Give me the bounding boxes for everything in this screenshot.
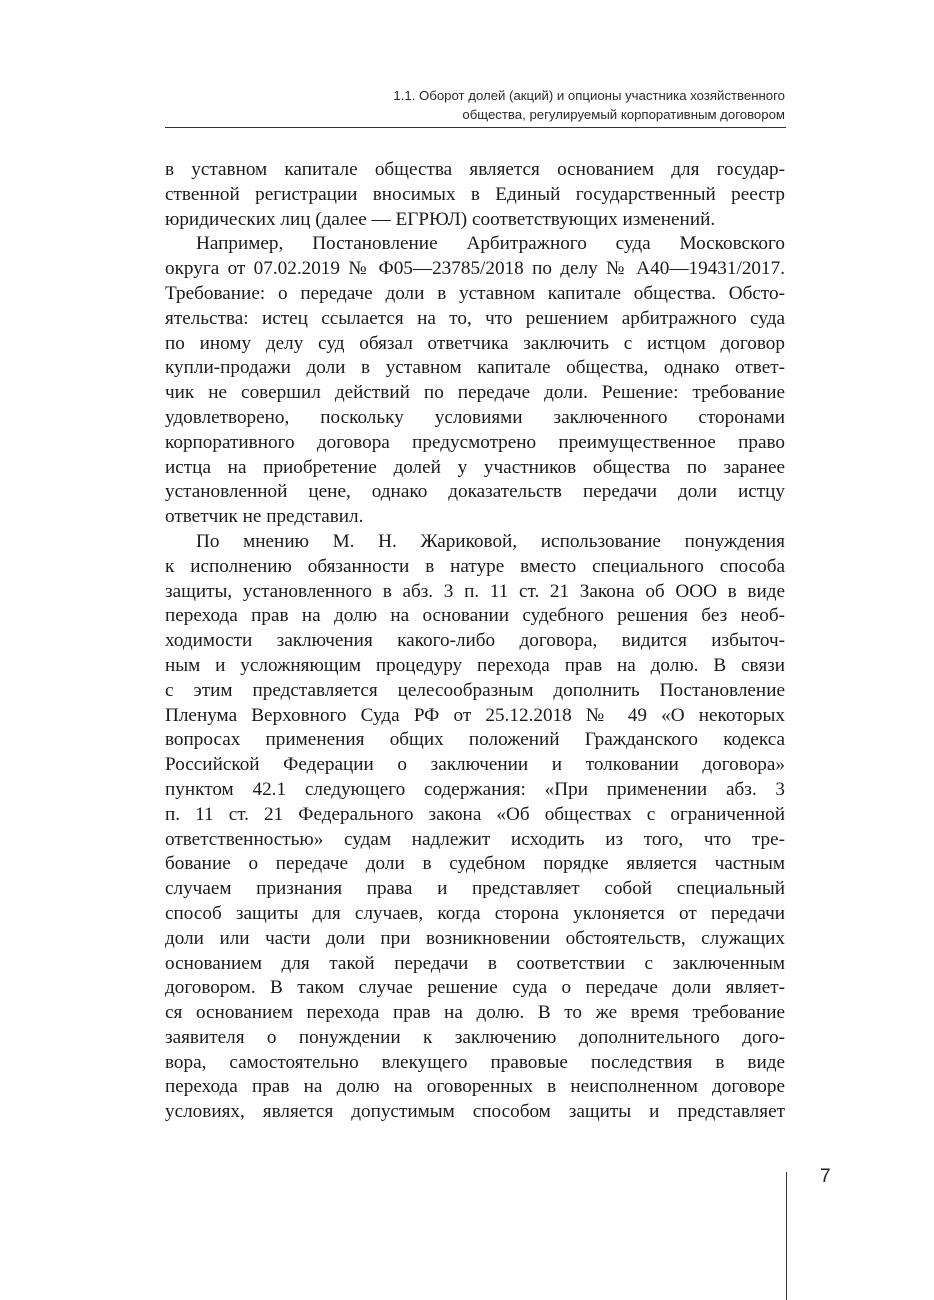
text-line: случаем признания права и представляет собой специальный — [165, 878, 785, 900]
text-line: защиты, установленного в абз. 3 п. 11 ст. 21 Закона об ООО в виде — [165, 580, 785, 602]
text-line: купли-продажи доли в уставном капитале общества, однако ответ- — [165, 357, 785, 379]
text-line: ным и усложняющим процедуру перехода прав на долю. В связи — [165, 654, 785, 676]
text-line: ственной регистрации вносимых в Единый государственный реестр — [165, 183, 785, 205]
text-line: корпоративного договора предусмотрено преимущественное право — [165, 431, 785, 453]
text-line: ответчик не представил. — [165, 506, 364, 528]
paragraph-3 — [165, 530, 785, 1125]
text-line: перехода прав на долю на основании судебного решения без необ- — [165, 605, 785, 627]
body-text — [165, 158, 785, 1125]
text-line: установленной цене, однако доказательств передачи доли истцу — [165, 481, 785, 503]
text-line: Российской Федерации о заключении и толковании договора» — [165, 754, 785, 776]
text-line: доли или части доли при возникновении обстоятельств, служащих — [165, 927, 785, 949]
text-line: вора, самостоятельно влекущего правовые последствия в виде — [165, 1051, 785, 1073]
text-line: к исполнению обязанности в натуре вместо специального способа — [165, 555, 785, 577]
text-line: удовлетворено, поскольку условиями заключенного сторонами — [165, 406, 785, 428]
text-line: Требование: о передаче доли в уставном капитале общества. Обсто- — [165, 282, 785, 304]
text-line: вопросах применения общих положений Гражданского кодекса — [165, 729, 785, 751]
text-line: пунктом 42.1 следующего содержания: «При применении абз. 3 — [165, 778, 785, 800]
text-line: условиях, является допустимым способом защиты и представляет — [165, 1101, 785, 1123]
text-line: ятельства: истец ссылается на то, что решением арбитражного суда — [165, 307, 785, 329]
text-line: Пленума Верховного Суда РФ от 25.12.2018 № 49 «О некоторых — [165, 704, 785, 726]
text-line: основанием для такой передачи в соответствии с заключенным — [165, 952, 785, 974]
page-number-divider — [786, 1172, 787, 1300]
header-divider — [165, 127, 786, 128]
text-line: с этим представляется целесообразным дополнить Постановление — [165, 679, 785, 701]
text-line: перехода прав на долю на оговоренных в неисполненном договоре — [165, 1076, 785, 1098]
text-line: ходимости заключения какого-либо договора, видится избыточ- — [165, 630, 785, 652]
page-number: 7 — [820, 1166, 831, 1187]
text-line: договором. В таком случае решение суда о передаче доли являет- — [165, 977, 785, 999]
text-line: истца на приобретение долей у участников общества по заранее — [165, 456, 785, 478]
text-line: заявителя о понуждении к заключению дополнительного дого- — [165, 1026, 785, 1048]
text-line: п. 11 ст. 21 Федерального закона «Об обществах с ограниченной — [165, 803, 785, 825]
text-line: По мнению М. Н. Жариковой, использование понуждения — [196, 530, 785, 552]
paragraph-1 — [165, 158, 785, 232]
text-line: округа от 07.02.2019 № Ф05—23785/2018 по делу № А40—19431/2017. — [165, 258, 785, 280]
running-header-line-1: 1.1. Оборот долей (акций) и опционы участника хозяйственного — [393, 88, 785, 103]
text-line: способ защиты для случаев, когда сторона уклоняется от передачи — [165, 902, 785, 924]
text-line: Например, Постановление Арбитражного суда Московского — [196, 233, 785, 255]
text-line: юридических лиц (далее — ЕГРЮЛ) соответствующих изменений. — [165, 208, 716, 230]
running-header-line-2: общества, регулируемый корпоративным договором — [462, 107, 785, 122]
paragraph-2 — [165, 232, 785, 530]
text-line: ответственностью» судам надлежит исходить из того, что тре- — [165, 828, 785, 850]
text-line: по иному делу суд обязал ответчика заключить с истцом договор — [165, 332, 785, 354]
text-line: чик не совершил действий по передаче доли. Решение: требование — [165, 382, 785, 404]
text-line: в уставном капитале общества является основанием для государ- — [165, 159, 785, 180]
text-line: бование о передаче доли в судебном порядке является частным — [165, 853, 785, 875]
text-line: ся основанием перехода прав на долю. В то же время требование — [165, 1002, 785, 1024]
running-header — [185, 86, 785, 124]
